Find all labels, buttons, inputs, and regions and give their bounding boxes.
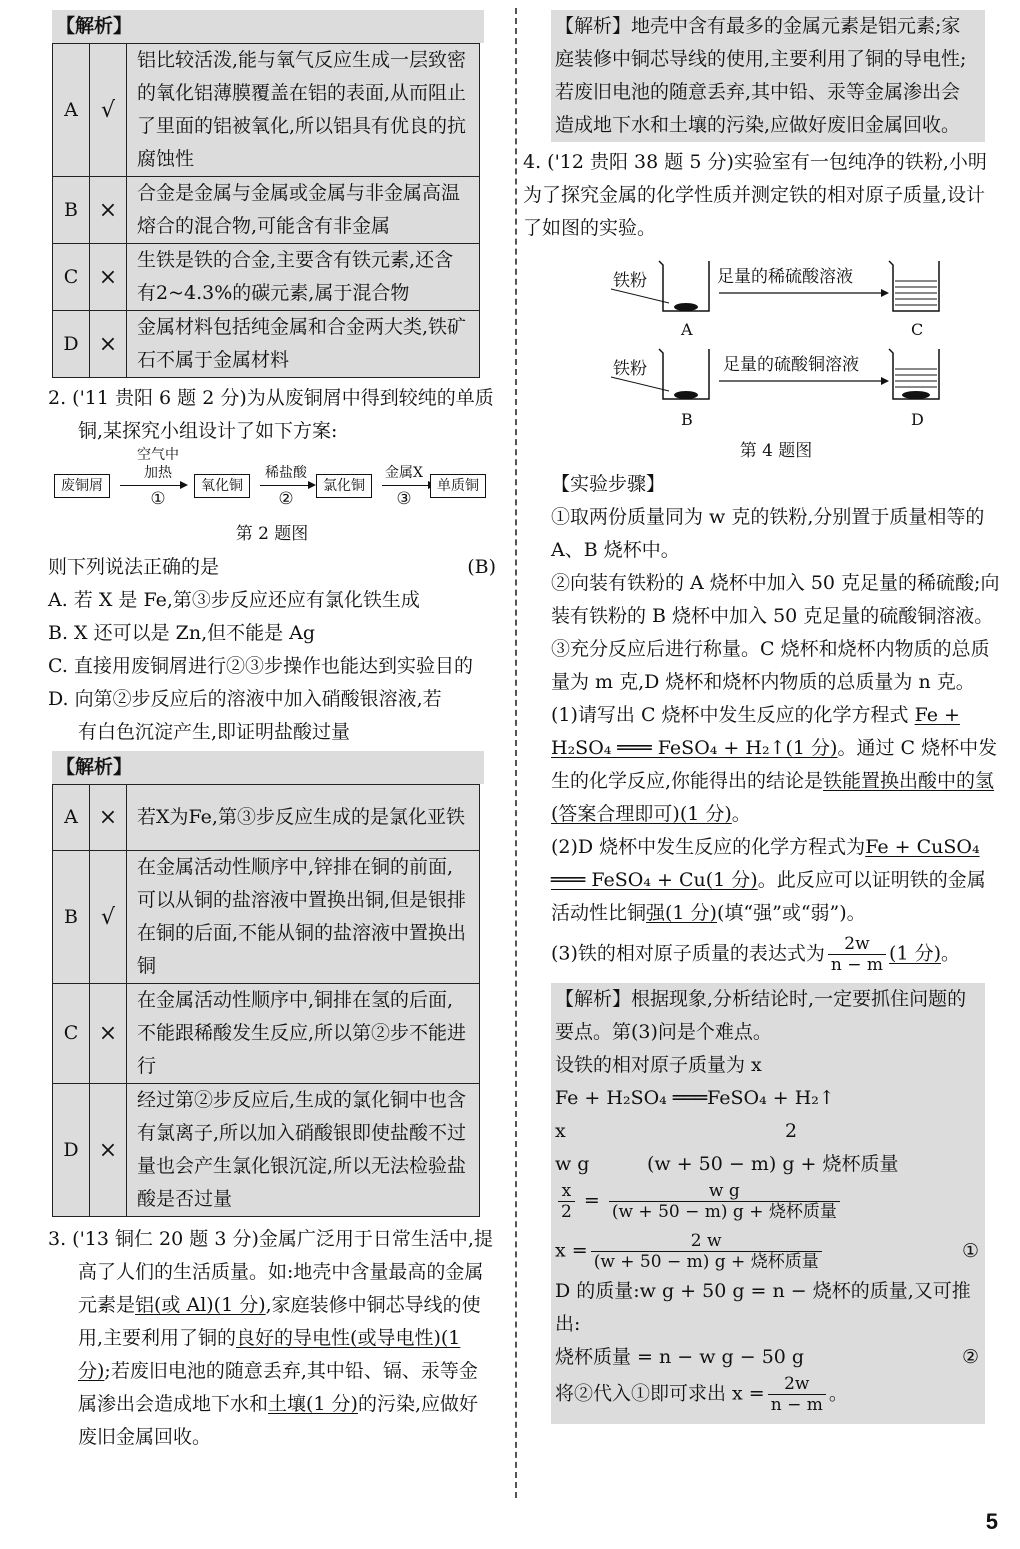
sub-question-3: (3)铁的相对原子质量的表达式为 $\frac{2w}{n - m}$ (1 分)。 [551, 934, 961, 975]
question-3 [48, 1223, 496, 1454]
row-mark: √ [90, 44, 127, 177]
flow-label: 空气中 [137, 447, 179, 463]
iron-powder-label-b: 铁粉 [613, 359, 647, 379]
row-key: D [53, 311, 90, 378]
table-row [53, 311, 480, 378]
fraction-numerator: 2w [828, 934, 886, 955]
arrow-2-label: 足量的硫酸铜溶液 [723, 355, 859, 375]
question-2-flowchart [48, 447, 496, 512]
beaker-b [659, 349, 709, 399]
question-2-prompt [48, 551, 496, 584]
question-text: 则下列说法正确的是 [48, 556, 220, 578]
flow-label: 稀盐酸 [265, 465, 307, 481]
iron-powder-label-a: 铁粉 [613, 271, 647, 291]
table-row [53, 984, 480, 1084]
mass-total: (w + 50 − m) g + 烧杯质量 [647, 1153, 899, 1175]
analysis-final [555, 1374, 979, 1420]
row-mark: × [90, 244, 127, 311]
row-mark: √ [90, 851, 127, 984]
question-3-answer-2: 良好的导电性(或导电性)(1 分) [78, 1327, 461, 1382]
row-text: 在金属活动性顺序中,锌排在铜的前面,可以从铜的盐溶液中置换出铜,但是银排在铜的后面,不能从铜的盐溶液中置换出铜 [127, 851, 480, 984]
fraction-prefix: x = [555, 1239, 588, 1261]
row-text: 金属材料包括纯金属和合金两大类,铁矿石不属于金属材料 [127, 311, 480, 378]
flow-box-copper: 单质铜 [430, 474, 486, 498]
flow-arrow [120, 485, 186, 486]
table-row [53, 851, 480, 984]
beaker-a [659, 261, 709, 311]
step-1: ①取两份质量同为 w 克的铁粉,分别置于质量相等的 A、B 烧杯中。 [551, 506, 985, 561]
fraction-right [609, 1181, 840, 1222]
mass-w: w g [555, 1153, 590, 1175]
answer-mark: (B) [467, 556, 496, 578]
analysis-fraction-2 [555, 1227, 979, 1275]
analysis-ratio-row [555, 1115, 979, 1148]
equation-tag: ① [961, 1239, 979, 1262]
row-text: 在金属活动性顺序中,铜排在氢的后面,不能跟稀酸发生反应,所以第②步不能进行 [127, 984, 480, 1084]
step-2: ②向装有铁粉的 A 烧杯中加入 50 克足量的稀硫酸;向装有铁粉的 B 烧杯中加入 50 克足量的硫酸铜溶液。 [551, 572, 1000, 627]
fraction-denominator: (w + 50 − m) g + 烧杯质量 [593, 1251, 819, 1272]
analysis-table-1 [52, 43, 480, 378]
question-4-analysis [551, 983, 985, 1424]
steps-header: 【实验步骤】 [551, 473, 666, 495]
sub1-text-2: 。通过 C 烧杯中发生的化学反应,你能得出的结论是 [551, 737, 998, 792]
analysis-equation: Fe + H₂SO₄ ═══FeSO₄ + H₂↑ [555, 1087, 835, 1109]
fraction-denominator: (w + 50 − m) g + 烧杯质量 [611, 1202, 837, 1222]
beaker-b-label: B [681, 410, 693, 429]
row-text: 铝比较活泼,能与氧气反应生成一层致密的氧化铝薄膜覆盖在铝的表面,从而阻止了里面的铝被氧化,所以铝具有优良的抗腐蚀性 [127, 44, 480, 177]
row-mark: × [90, 311, 127, 378]
row-mark: × [90, 984, 127, 1084]
question-3-text: 3. ('13 铜仁 20 题 3 分)金属广泛用于日常生活中,提高了人们的生活质量。如:地壳中含量最高的金属元素是 [48, 1228, 493, 1316]
question-2-caption: 第 2 题图 [235, 524, 309, 544]
option-d: D. 向第②步反应后的溶液中加入硝酸银溶液,若 [48, 688, 442, 710]
analysis-mass-row [555, 1148, 979, 1181]
question-4-stem: 4. ('12 贵阳 38 题 5 分)实验室有一包纯净的铁粉,小明为了探究金属的化学性质并测定铁的相对原子质量,设计了如图的实验。 [523, 151, 987, 239]
flow-arrow [260, 485, 314, 486]
analysis-line: 设铁的相对原子质量为 x [555, 1054, 762, 1076]
row-key: D [53, 1084, 90, 1217]
analysis-beaker-mass [555, 1341, 979, 1374]
beaker-mass-text: 烧杯质量 = n − w g − 50 g [555, 1346, 805, 1368]
sub2-text-3: (填“强”或“弱”)。 [716, 902, 866, 924]
sub-question-2 [551, 831, 1001, 930]
analysis-table-2 [52, 784, 480, 1217]
table-row [53, 244, 480, 311]
sub2-answer: Fe + CuSO₄ ═══ FeSO₄ + Cu(1 分) [551, 836, 980, 891]
row-mark: × [90, 785, 127, 851]
sub3-points: (1 分) [889, 942, 942, 965]
fraction-numerator: w g [609, 1181, 840, 1202]
analysis-intro: 【解析】根据现象,分析结论时,一定要抓住问题的要点。第(3)问是个难点。 [555, 988, 967, 1043]
row-mark: × [90, 177, 127, 244]
ratio-x: x [555, 1120, 566, 1142]
table-row [53, 177, 480, 244]
row-key: A [53, 44, 90, 177]
flow-step: ① [150, 489, 166, 509]
flow-label: 金属X [385, 465, 423, 481]
question-2-stem: 2. ('11 贵阳 6 题 2 分)为从废铜屑中得到较纯的单质铜,某探究小组设计了如下方案: [48, 387, 494, 442]
option-a: A. 若 X 是 Fe,第③步反应还应有氯化铁生成 [48, 589, 420, 611]
sub1-answer: Fe + H₂SO₄ ═══ FeSO₄ + H₂↑(1 分) [551, 704, 960, 759]
flow-box-waste-copper: 废铜屑 [54, 474, 110, 498]
final-text: 将②代入①即可求出 x = [555, 1382, 765, 1405]
fraction [591, 1231, 822, 1272]
page-number: 5 [985, 1509, 998, 1534]
fraction-numerator: x [558, 1181, 575, 1202]
option-b: B. X 还可以是 Zn,但不能是 Ag [48, 622, 316, 644]
flow-step: ③ [396, 489, 412, 509]
option-c: C. 直接用废铜屑进行②③步操作也能达到实验目的 [48, 655, 473, 677]
fraction-denominator: n − m [770, 1395, 823, 1415]
row-text: 若X为Fe,第③步反应生成的是氯化亚铁 [127, 785, 480, 851]
row-text: 经过第②步反应后,生成的氯化铜中也含有氯离子,所以加入硝酸银即使盐酸不过量也会产生氯化银沉淀,所以无法检验盐酸是否过量 [127, 1084, 480, 1217]
beaker-c-label: C [911, 320, 924, 339]
sub2-text: (2)D 烧杯中发生反应的化学方程式为 [551, 836, 866, 858]
flow-box-copper-chloride: 氯化铜 [316, 474, 372, 498]
sub3-text: (3)铁的相对原子质量的表达式为 [551, 942, 825, 965]
question-3-analysis: 【解析】地壳中含有最多的金属元素是铝元素;家庭装修中铜芯导线的使用,主要利用了铜的导电性;若废旧电池的随意丢弃,其中铅、汞等金属渗出会造成地下水和土壤的污染,应做好废旧金属回收。 [551, 10, 985, 142]
sub2-answer-2: 强(1 分) [646, 902, 717, 924]
analysis-header: 【解析】 [52, 751, 484, 784]
flow-box-copper-oxide: 氧化铜 [194, 474, 250, 498]
fraction-left [558, 1181, 575, 1222]
equation-tag: ② [961, 1346, 979, 1368]
question-4-figure [551, 249, 1001, 435]
option-d-cont: 有白色沉淀产生,即证明盐酸过量 [78, 721, 351, 743]
row-key: A [53, 785, 90, 851]
flow-arrow [382, 485, 434, 486]
final-fraction [768, 1374, 826, 1415]
question-3-answer-3: 土壤(1 分) [268, 1393, 358, 1415]
sub1-answer-2: 铁能置换出酸中的氢(答案合理即可)(1 分) [551, 770, 995, 825]
sub1-text: (1)请写出 C 烧杯中发生反应的化学方程式 [551, 704, 909, 726]
right-column [523, 10, 1001, 1424]
column-divider [515, 8, 517, 1498]
ratio-2: 2 [785, 1120, 798, 1142]
row-key: C [53, 244, 90, 311]
analysis-fraction-1: $\frac{x}{2}$ = $\frac{\text{w g}}{\text{(w + 50 − m) g + 烧杯质量}}$ [555, 1181, 979, 1227]
beaker-d-label: D [911, 410, 924, 429]
row-text: 合金是金属与金属或金属与非金属高温熔合的混合物,可能含有非金属 [127, 177, 480, 244]
row-key: C [53, 984, 90, 1084]
arrow-1-label: 足量的稀硫酸溶液 [717, 267, 853, 287]
flow-label: 加热 [144, 465, 172, 481]
row-key: B [53, 851, 90, 984]
fraction-numerator: 2w [768, 1374, 826, 1395]
row-text: 生铁是铁的合金,主要含有铁元素,还含有2~4.3%的碳元素,属于混合物 [127, 244, 480, 311]
question-4-caption: 第 4 题图 [739, 441, 813, 461]
table-row [53, 44, 480, 177]
sub-question-1: (1)请写出 C 烧杯中发生反应的化学方程式 Fe + H₂SO₄ ═══ FeSO₄ + H₂↑(1 分)。通过 C 烧杯中发生的化学反应,你能得出的结论是铁能置换出酸中的氢(答案合理即可)(1 分)。 [551, 704, 998, 825]
flow-step: ② [278, 489, 294, 509]
sub2-text-2: 。此反应可以证明铁的金属活动性比铜 [551, 869, 986, 924]
step-3: ③充分反应后进行称量。C 烧杯和烧杯内物质的总质量为 m 克,D 烧杯和烧杯内物质的总质量为 n 克。 [551, 638, 990, 693]
final-period: 。 [828, 1382, 848, 1405]
analysis-header: 【解析】 [52, 10, 484, 43]
question-3-text: ,家庭装修中铜芯导线的使用,主要利用了铜的 [78, 1294, 481, 1349]
table-row [53, 1084, 480, 1217]
fraction-denominator: n − m [830, 955, 884, 975]
beaker-d [889, 349, 939, 399]
left-column [48, 10, 496, 1454]
beaker-a-label: A [681, 320, 693, 339]
row-mark: × [90, 1084, 127, 1217]
analysis-line: D 的质量:w g + 50 g = n − 烧杯的质量,又可推出: [555, 1280, 971, 1335]
fraction-numerator: 2 w [591, 1231, 822, 1252]
question-3-answer-1: 铝(或 Al)(1 分) [135, 1294, 266, 1316]
question-3-text: 的污染,应做好废旧金属回收。 [78, 1393, 479, 1448]
question-3-text: ;若废旧电池的随意丢弃,其中铅、镉、汞等金属渗出会造成地下水和 [78, 1360, 478, 1415]
row-key: B [53, 177, 90, 244]
beaker-c [889, 261, 939, 311]
fraction-denominator: 2 [561, 1202, 572, 1222]
table-row [53, 785, 480, 851]
sub3-fraction [828, 934, 886, 975]
